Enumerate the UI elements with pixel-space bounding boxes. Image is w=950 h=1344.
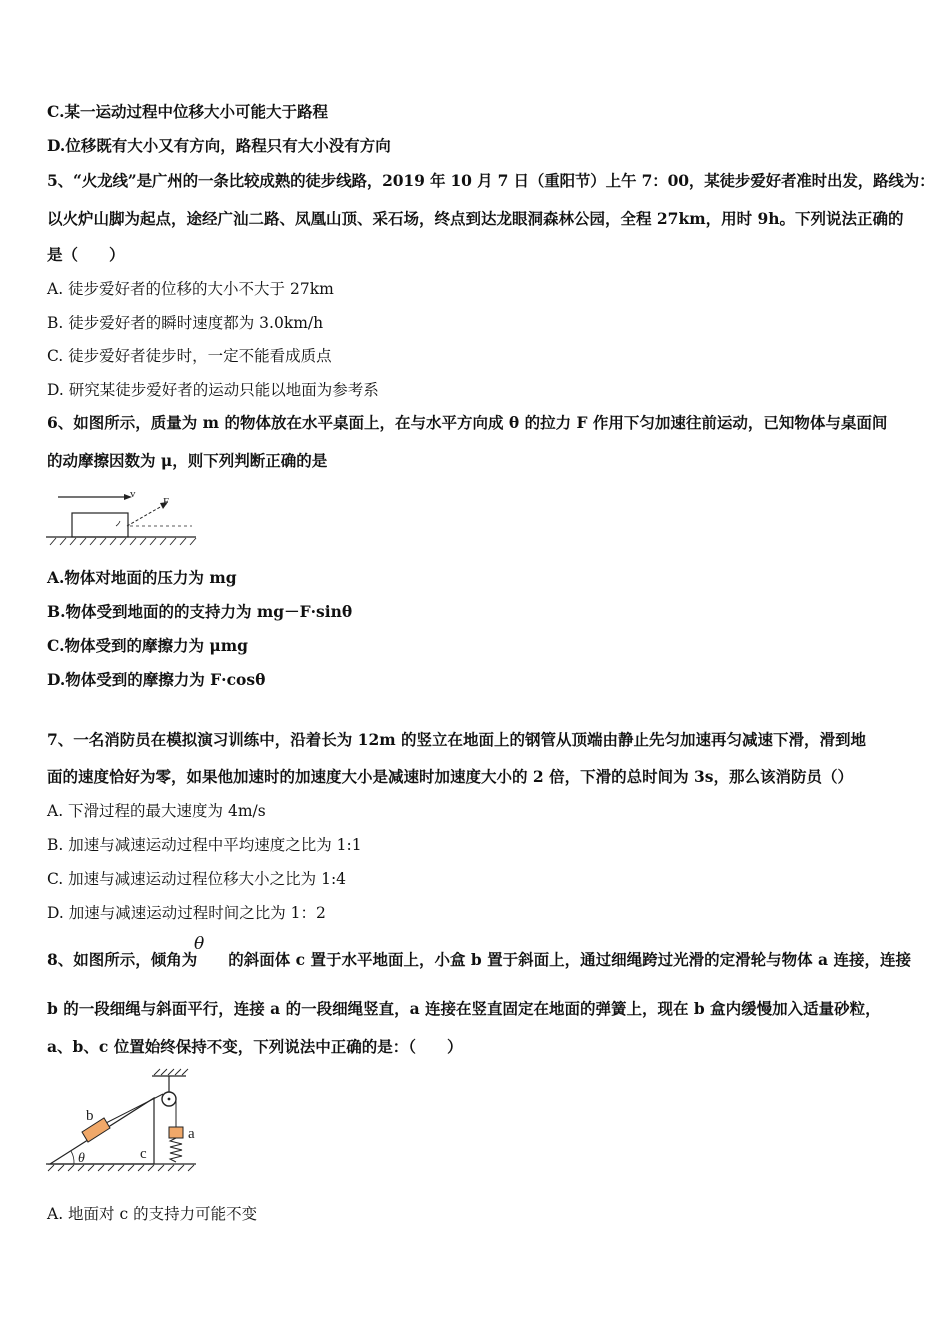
question-8-stem-line-1: 8、如图所示，倾角为 的斜面体 c 置于水平地面上，小盒 b 置于斜面上，通过细绳跨过光滑的定滑轮与物体 a 连接，连接 bbox=[47, 950, 911, 969]
block bbox=[72, 513, 128, 537]
spring bbox=[170, 1138, 182, 1162]
question-6-option-b: B.物体受到地面的的支持力为 mg－F·sinθ bbox=[47, 602, 353, 621]
label-c: c bbox=[140, 1146, 147, 1162]
question-5-option-c: C. 徒步爱好者徒步时，一定不能看成质点 bbox=[47, 347, 332, 365]
question-5-stem-line-2: 以火炉山脚为起点，途经广汕二路、凤凰山顶、采石场，终点到达龙眼洞森林公园，全程 27km，用时 9h。下列说法正确的 bbox=[47, 209, 904, 228]
force-arrow bbox=[127, 506, 162, 526]
label-theta: θ bbox=[78, 1151, 85, 1166]
force-label: F bbox=[163, 496, 170, 508]
question-6-stem-line-2: 的动摩擦因数为 μ，则下列判断正确的是 bbox=[47, 451, 328, 470]
question-8-stem-line-3: a、b、c 位置始终保持不变，下列说法中正确的是：（ ） bbox=[47, 1037, 463, 1056]
question-6-option-d: D.物体受到的摩擦力为 F·cosθ bbox=[47, 670, 266, 689]
question-8-option-a: A. 地面对 c 的支持力可能不变 bbox=[47, 1205, 258, 1223]
question-7-stem-line-1: 7、一名消防员在模拟演习训练中，沿着长为 12m 的竖立在地面上的钢管从顶端由静止先匀加速再匀减速下滑，滑到地 bbox=[47, 730, 867, 749]
question-5-option-d: D. 研究某徒步爱好者的运动只能以地面为参考系 bbox=[47, 381, 379, 399]
option-d-prev: D.位移既有大小又有方向，路程只有大小没有方向 bbox=[47, 136, 391, 155]
question-7-option-a: A. 下滑过程的最大速度为 4m/s bbox=[47, 802, 266, 820]
velocity-label: v bbox=[130, 490, 136, 500]
label-b: b bbox=[86, 1108, 94, 1124]
theta-symbol: θ bbox=[194, 934, 205, 954]
question-5-option-a: A. 徒步爱好者的位移的大小不大于 27km bbox=[47, 280, 334, 298]
block-a bbox=[169, 1127, 183, 1138]
question-7-option-c: C. 加速与减速运动过程位移大小之比为 1:4 bbox=[47, 870, 347, 888]
question-7-option-d: D. 加速与减速运动过程时间之比为 1：2 bbox=[47, 904, 326, 922]
question-8-stem-line-2: b 的一段细绳与斜面平行，连接 a 的一段细绳竖直，a 连接在竖直固定在地面的弹簧上，现在 b 盒内缓慢加入适量砂粒， bbox=[47, 999, 881, 1018]
question-7-stem-line-2: 面的速度恰好为零，如果他加速时的加速度大小是减速时加速度大小的 2 倍，下滑的总时间为 3s，那么该消防员（） bbox=[47, 767, 853, 786]
question-6-option-a: A.物体对地面的压力为 mg bbox=[47, 568, 237, 587]
incline-pulley-figure bbox=[44, 1068, 204, 1172]
question-5-stem-line-1: 5、“火龙线”是广州的一条比较成熟的徒步线路，2019 年 10 月 7 日（重阳节）上午 7：00，某徒步爱好者准时出发，路线为： bbox=[47, 171, 935, 190]
label-a: a bbox=[188, 1126, 195, 1142]
question-7-option-b: B. 加速与减速运动过程中平均速度之比为 1:1 bbox=[47, 836, 362, 854]
question-6-option-c: C.物体受到的摩擦力为 μmg bbox=[47, 636, 248, 655]
question-6-stem-line-1: 6、如图所示，质量为 m 的物体放在水平桌面上，在与水平方向成 θ 的拉力 F 作用下匀加速往前运动，已知物体与桌面间 bbox=[47, 413, 888, 432]
question-5-stem-line-3: 是（ ） bbox=[47, 245, 125, 264]
question-5-option-b: B. 徒步爱好者的瞬时速度都为 3.0km/h bbox=[47, 314, 324, 332]
block-force-figure bbox=[44, 490, 204, 546]
option-c-prev: C.某一运动过程中位移大小可能大于路程 bbox=[47, 102, 328, 121]
